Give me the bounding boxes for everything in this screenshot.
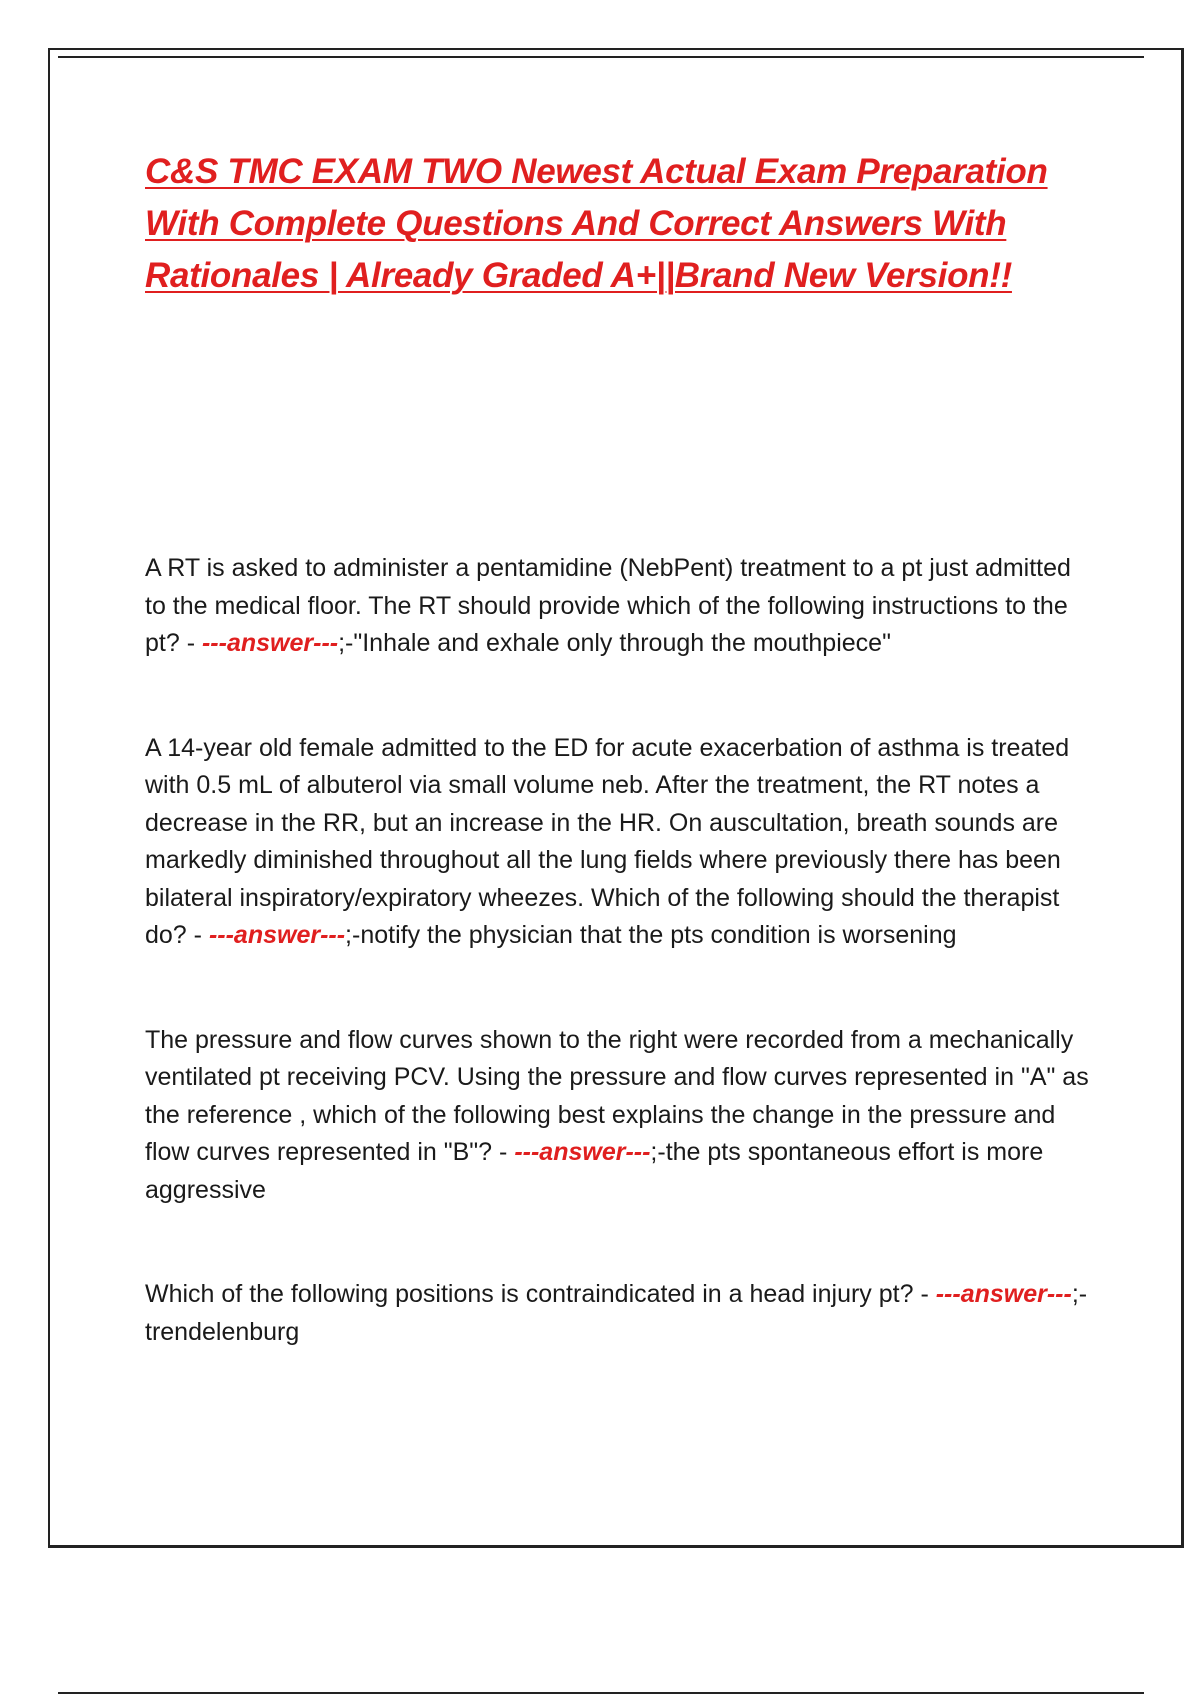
answer-text: ;-trendelenburg xyxy=(145,1280,1088,1346)
answer-marker: ---answer--- xyxy=(514,1138,651,1166)
question-text: A RT is asked to administer a pentamidine (NebPent) treatment to a pt just admitted to the medical floor. The RT should provide which of the following instructions to the pt? - xyxy=(145,554,1071,657)
answer-marker: ---answer--- xyxy=(208,921,346,949)
answer-text: ;-notify the physician that the pts condition is worsening xyxy=(345,921,957,949)
question-text: A 14-year old female admitted to the ED for acute exacerbation of asthma is treated with 0.5 mL of albuterol via small volume neb. After the treatment, the RT notes a decrease in the RR, but an increase in the HR. On auscultation, breath sounds are markedly diminished throughout all the lung fields where previously there has been bilateral inspiratory/expiratory wheezes. Which of the following should the therapist do? - xyxy=(145,733,1070,949)
question-item-4 xyxy=(145,1276,1090,1351)
question-text: The pressure and flow curves shown to the right were recorded from a mechanically ventilated pt receiving PCV. Using the pressure and flow curves represented in "A" as the reference , which of the following best explains the change in the pressure and flow curves represented in "B"? - xyxy=(145,1025,1089,1166)
question-list xyxy=(145,550,1090,1351)
answer-marker: ---answer--- xyxy=(201,629,339,657)
bottom-rule-line xyxy=(58,1692,1144,1694)
question-item-3 xyxy=(145,1022,1090,1210)
top-rule-line xyxy=(58,56,1144,58)
answer-text: ;-the pts spontaneous effort is more aggressive xyxy=(145,1138,1044,1204)
question-text: Which of the following positions is contraindicated in a head injury pt? - xyxy=(145,1280,936,1308)
answer-marker: ---answer--- xyxy=(935,1280,1072,1308)
document-title: C&S TMC EXAM TWO Newest Actual Exam Preparation With Complete Questions And Correct Answers With Rationales | Already Graded A+||Brand New Version!! xyxy=(145,152,1048,295)
question-item-1 xyxy=(145,550,1090,663)
question-item-2 xyxy=(145,730,1090,955)
answer-text: ;-"Inhale and exhale only through the mouthpiece" xyxy=(338,629,891,657)
